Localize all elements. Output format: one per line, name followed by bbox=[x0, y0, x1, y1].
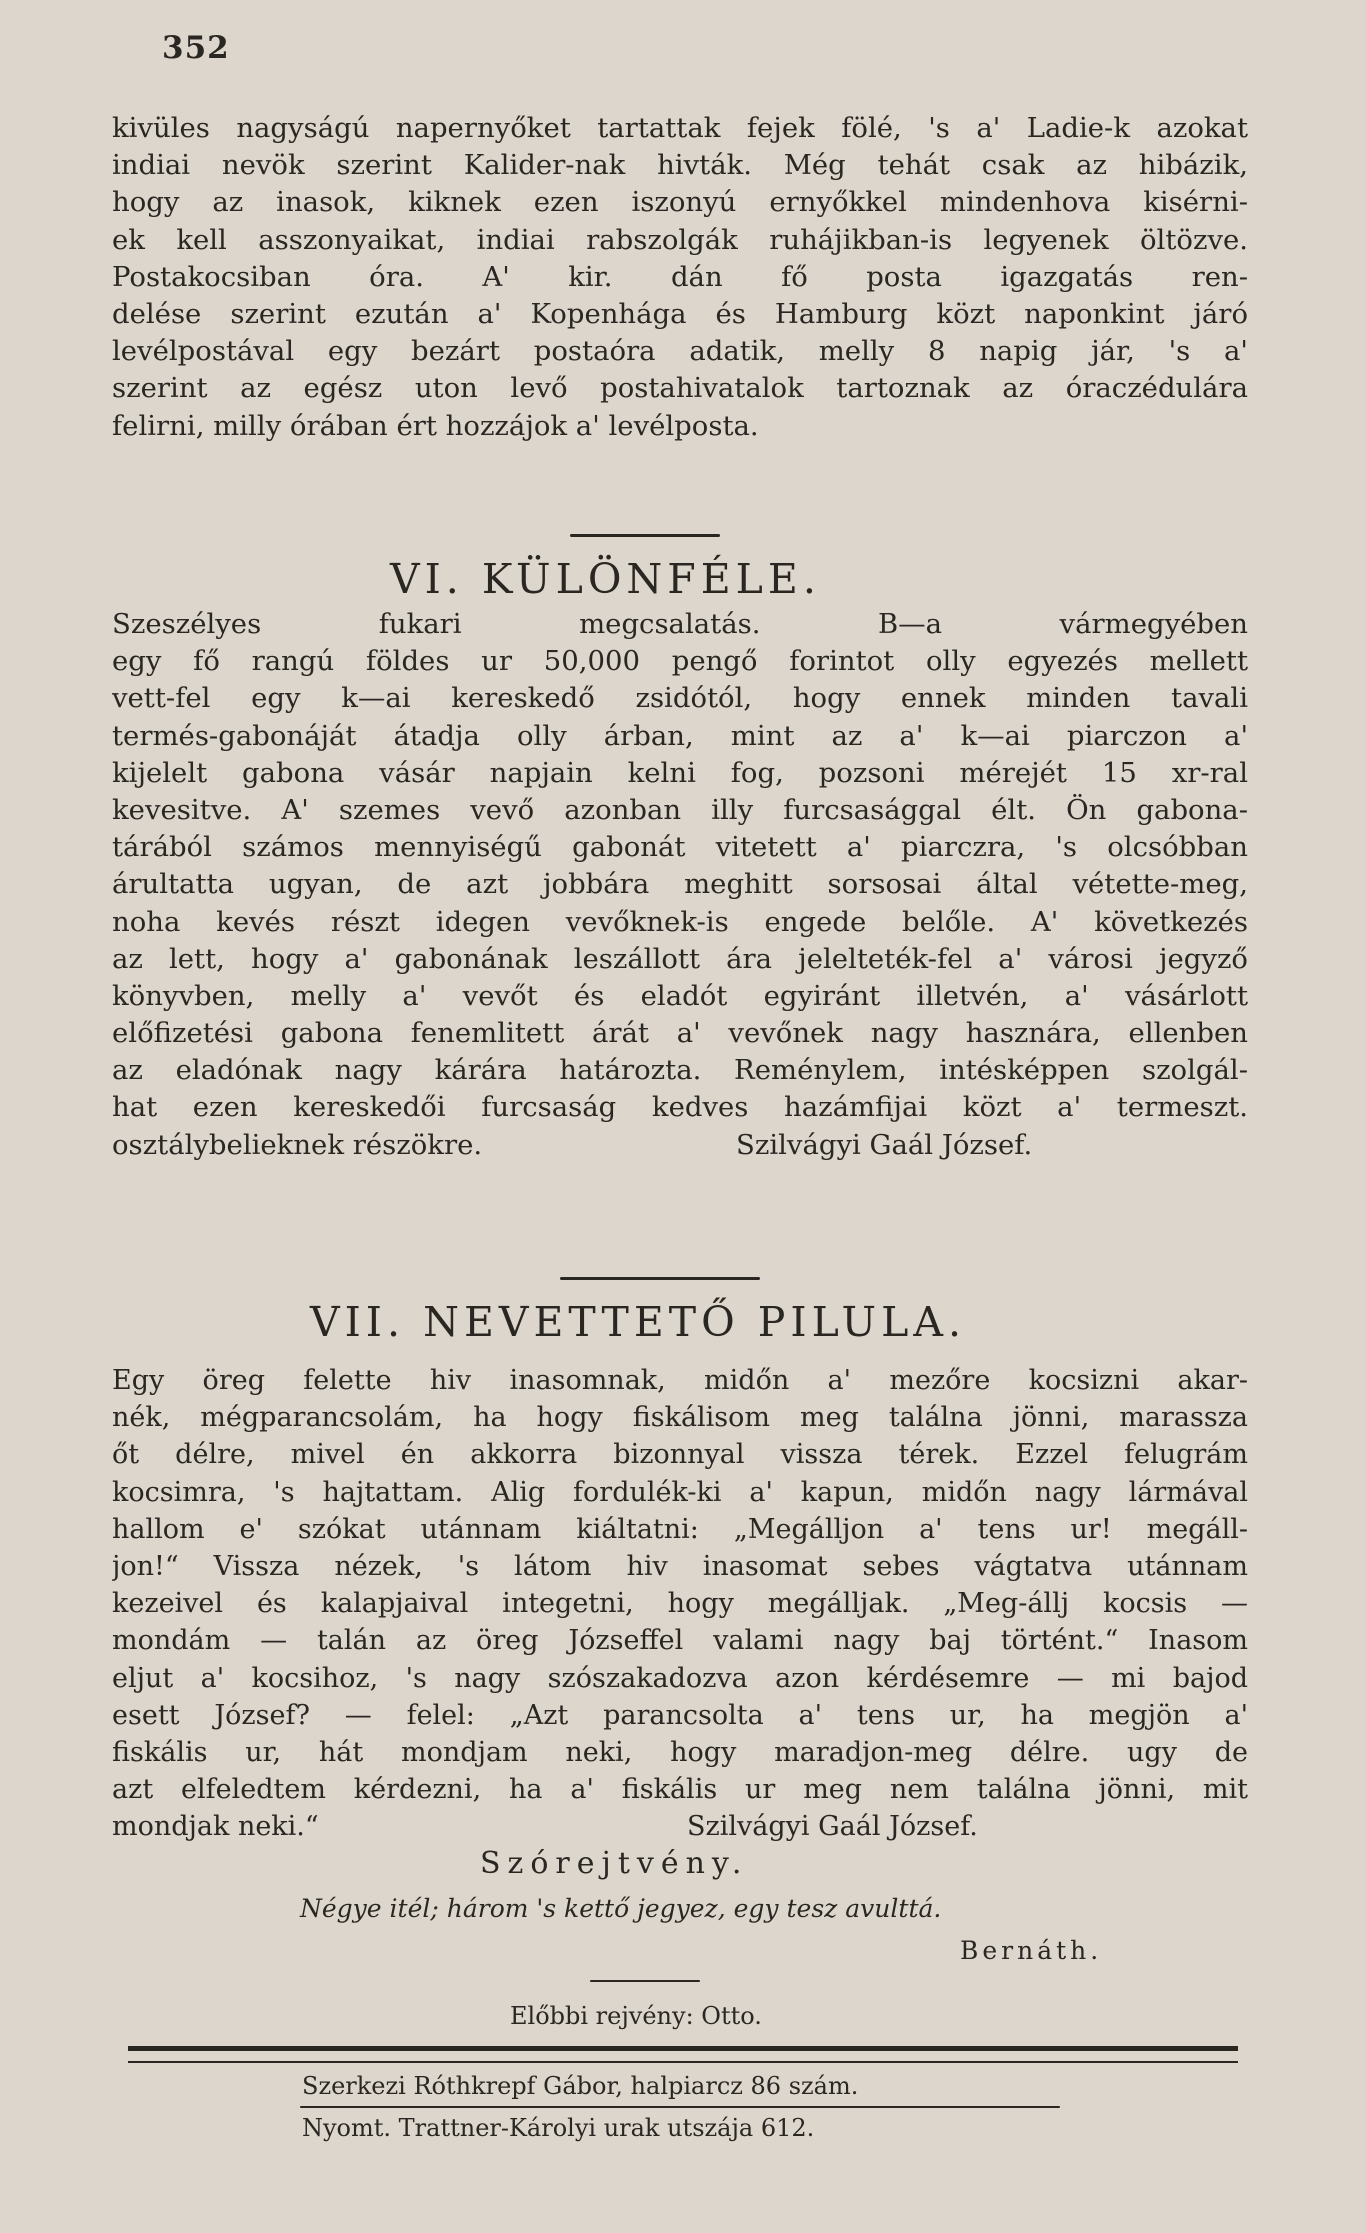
text-line: előfizetési gabona fenemlitett árát a' vevőnek nagy hasznára, ellenben bbox=[112, 1017, 1248, 1050]
text-line: Postakocsiban óra. A' kir. dán fő posta igazgatás ren- bbox=[112, 260, 1248, 293]
section-divider bbox=[570, 534, 720, 537]
section-vi-title: VI. KÜLÖNFÉLE. bbox=[390, 555, 821, 603]
text-line: indiai nevök szerint Kalider-nak hivták. Még tehát csak az hibázik, bbox=[112, 149, 1248, 182]
text-line: ek kell asszonyaikat, indiai rabszolgák ruhájikban-is legyenek öltözve. bbox=[112, 223, 1248, 256]
text-line: az lett, hogy a' gabonának leszállott ára jelelteték-fel a' városi jegyző bbox=[112, 942, 1248, 975]
text-line: noha kevés részt idegen vevőknek-is engede belőle. A' következés bbox=[112, 905, 1248, 938]
text-line: Egy öreg felette hiv inasomnak, midőn a' mezőre kocsizni akar- bbox=[112, 1365, 1248, 1396]
text-line: azt elfeledtem kérdezni, ha a' fiskális ur meg nem találna jönni, mit bbox=[112, 1774, 1248, 1806]
text-line: Szeszélyes fukari megcsalatás. B—a vármegyében bbox=[112, 608, 1248, 640]
section-divider bbox=[560, 1277, 760, 1280]
previous-answer: Előbbi rejvény: Otto. bbox=[510, 2002, 762, 2030]
opening-text bbox=[112, 110, 1248, 445]
riddle-text: Négye itél; három 's kettő jegyez, egy tesz avulttá. bbox=[300, 1894, 942, 1923]
section-vii-title: VII. NEVETTETŐ PILULA. bbox=[310, 1298, 966, 1346]
text-line: az eladónak nagy kárára határozta. Reménylem, intésképpen szolgál- bbox=[112, 1054, 1248, 1087]
text-line: szerint az egész uton levő postahivatalok tartoznak az óraczédulára bbox=[112, 372, 1248, 405]
text-line: termés-gabonáját átadja olly árban, mint az a' k—ai piarczon a' bbox=[112, 719, 1248, 752]
closing-words: mondjak neki.“ bbox=[112, 1811, 319, 1843]
page-number: 352 bbox=[162, 30, 230, 66]
text-line: esett József? — felel: „Azt parancsolta a' tens ur, ha megjön a' bbox=[112, 1699, 1248, 1731]
text-line bbox=[112, 1808, 1248, 1845]
text-line: kivüles nagyságú napernyőket tartattak fejek fölé, 's a' Ladie-k azokat bbox=[112, 112, 1248, 144]
section-vi-body bbox=[112, 606, 1248, 1164]
text-line: delése szerint ezután a' Kopenhága és Hamburg közt naponkint járó bbox=[112, 297, 1248, 330]
editor-line: Szerkezi Róthkrepf Gábor, halpiarcz 86 szám. bbox=[302, 2072, 859, 2100]
text-line: eljut a' kocsihoz, 's nagy szószakadozva azon kérdésemre — mi bajod bbox=[112, 1662, 1248, 1694]
text-line: levélpostával egy bezárt postaóra adatik, melly 8 napig jár, 's a' bbox=[112, 335, 1248, 368]
footer-rule bbox=[128, 2046, 1238, 2063]
divider bbox=[590, 1980, 700, 1982]
footer-divider bbox=[300, 2106, 1060, 2108]
text-line: kijelelt gabona vásár napjain kelni fog, pozsoni mérejét 15 xr-ral bbox=[112, 756, 1248, 789]
section-vii-body bbox=[112, 1362, 1248, 1845]
riddle-author: Bernáth. bbox=[960, 1936, 1103, 1965]
text-line: nék, mégparancsolám, ha hogy fiskálisom meg találna jönni, marassza bbox=[112, 1402, 1248, 1434]
riddle-title: Szórejtvény. bbox=[480, 1846, 749, 1881]
author-signature: Szilvágyi Gaál József. bbox=[687, 1811, 978, 1843]
text-line bbox=[112, 1127, 1248, 1164]
text-line: árultatta ugyan, de azt jobbára meghitt sorsosai által vétette-meg, bbox=[112, 868, 1248, 901]
text-line: tárából számos mennyiségű gabonát vitetett a' piarczra, 's olcsóbban bbox=[112, 831, 1248, 864]
text-line: felirni, milly órában ért hozzájok a' levélposta. bbox=[112, 409, 759, 442]
closing-words: osztálybelieknek részökre. bbox=[112, 1128, 483, 1161]
author-signature: Szilvágyi Gaál József. bbox=[736, 1128, 1033, 1161]
text-line: őt délre, mivel én akkorra bizonnyal vissza térek. Ezzel felugrám bbox=[112, 1439, 1248, 1471]
text-line: kezeivel és kalapjaival integetni, hogy megálljak. „Meg-állj kocsis — bbox=[112, 1588, 1248, 1620]
printer-line: Nyomt. Trattner-Károlyi urak utszája 612. bbox=[302, 2114, 815, 2142]
text-line: kocsimra, 's hajtattam. Alig fordulék-ki a' kapun, midőn nagy lármával bbox=[112, 1476, 1248, 1508]
text-line: mondám — talán az öreg Józseffel valami nagy baj történt.“ Inasom bbox=[112, 1625, 1248, 1657]
text-line: vett-fel egy k—ai kereskedő zsidótól, hogy ennek minden tavali bbox=[112, 682, 1248, 715]
text-line: fiskális ur, hát mondjam neki, hogy maradjon-meg délre. ugy de bbox=[112, 1736, 1248, 1768]
text-line: hat ezen kereskedői furcsaság kedves hazámfijai közt a' termeszt. bbox=[112, 1091, 1248, 1124]
text-line: kevesitve. A' szemes vevő azonban illy furcsasággal élt. Ön gabona- bbox=[112, 793, 1248, 826]
text-line: hallom e' szókat utánnam kiáltatni: „Megálljon a' tens ur! megáll- bbox=[112, 1513, 1248, 1545]
text-line: könyvben, melly a' vevőt és eladót egyiránt illetvén, a' vásárlott bbox=[112, 979, 1248, 1012]
text-line: jon!“ Vissza nézek, 's látom hiv inasomat sebes vágtatva utánnam bbox=[112, 1550, 1248, 1582]
text-line: egy fő rangú földes ur 50,000 pengő forintot olly egyezés mellett bbox=[112, 645, 1248, 678]
text-line: hogy az inasok, kiknek ezen iszonyú ernyőkkel mindenhova kisérni- bbox=[112, 186, 1248, 219]
